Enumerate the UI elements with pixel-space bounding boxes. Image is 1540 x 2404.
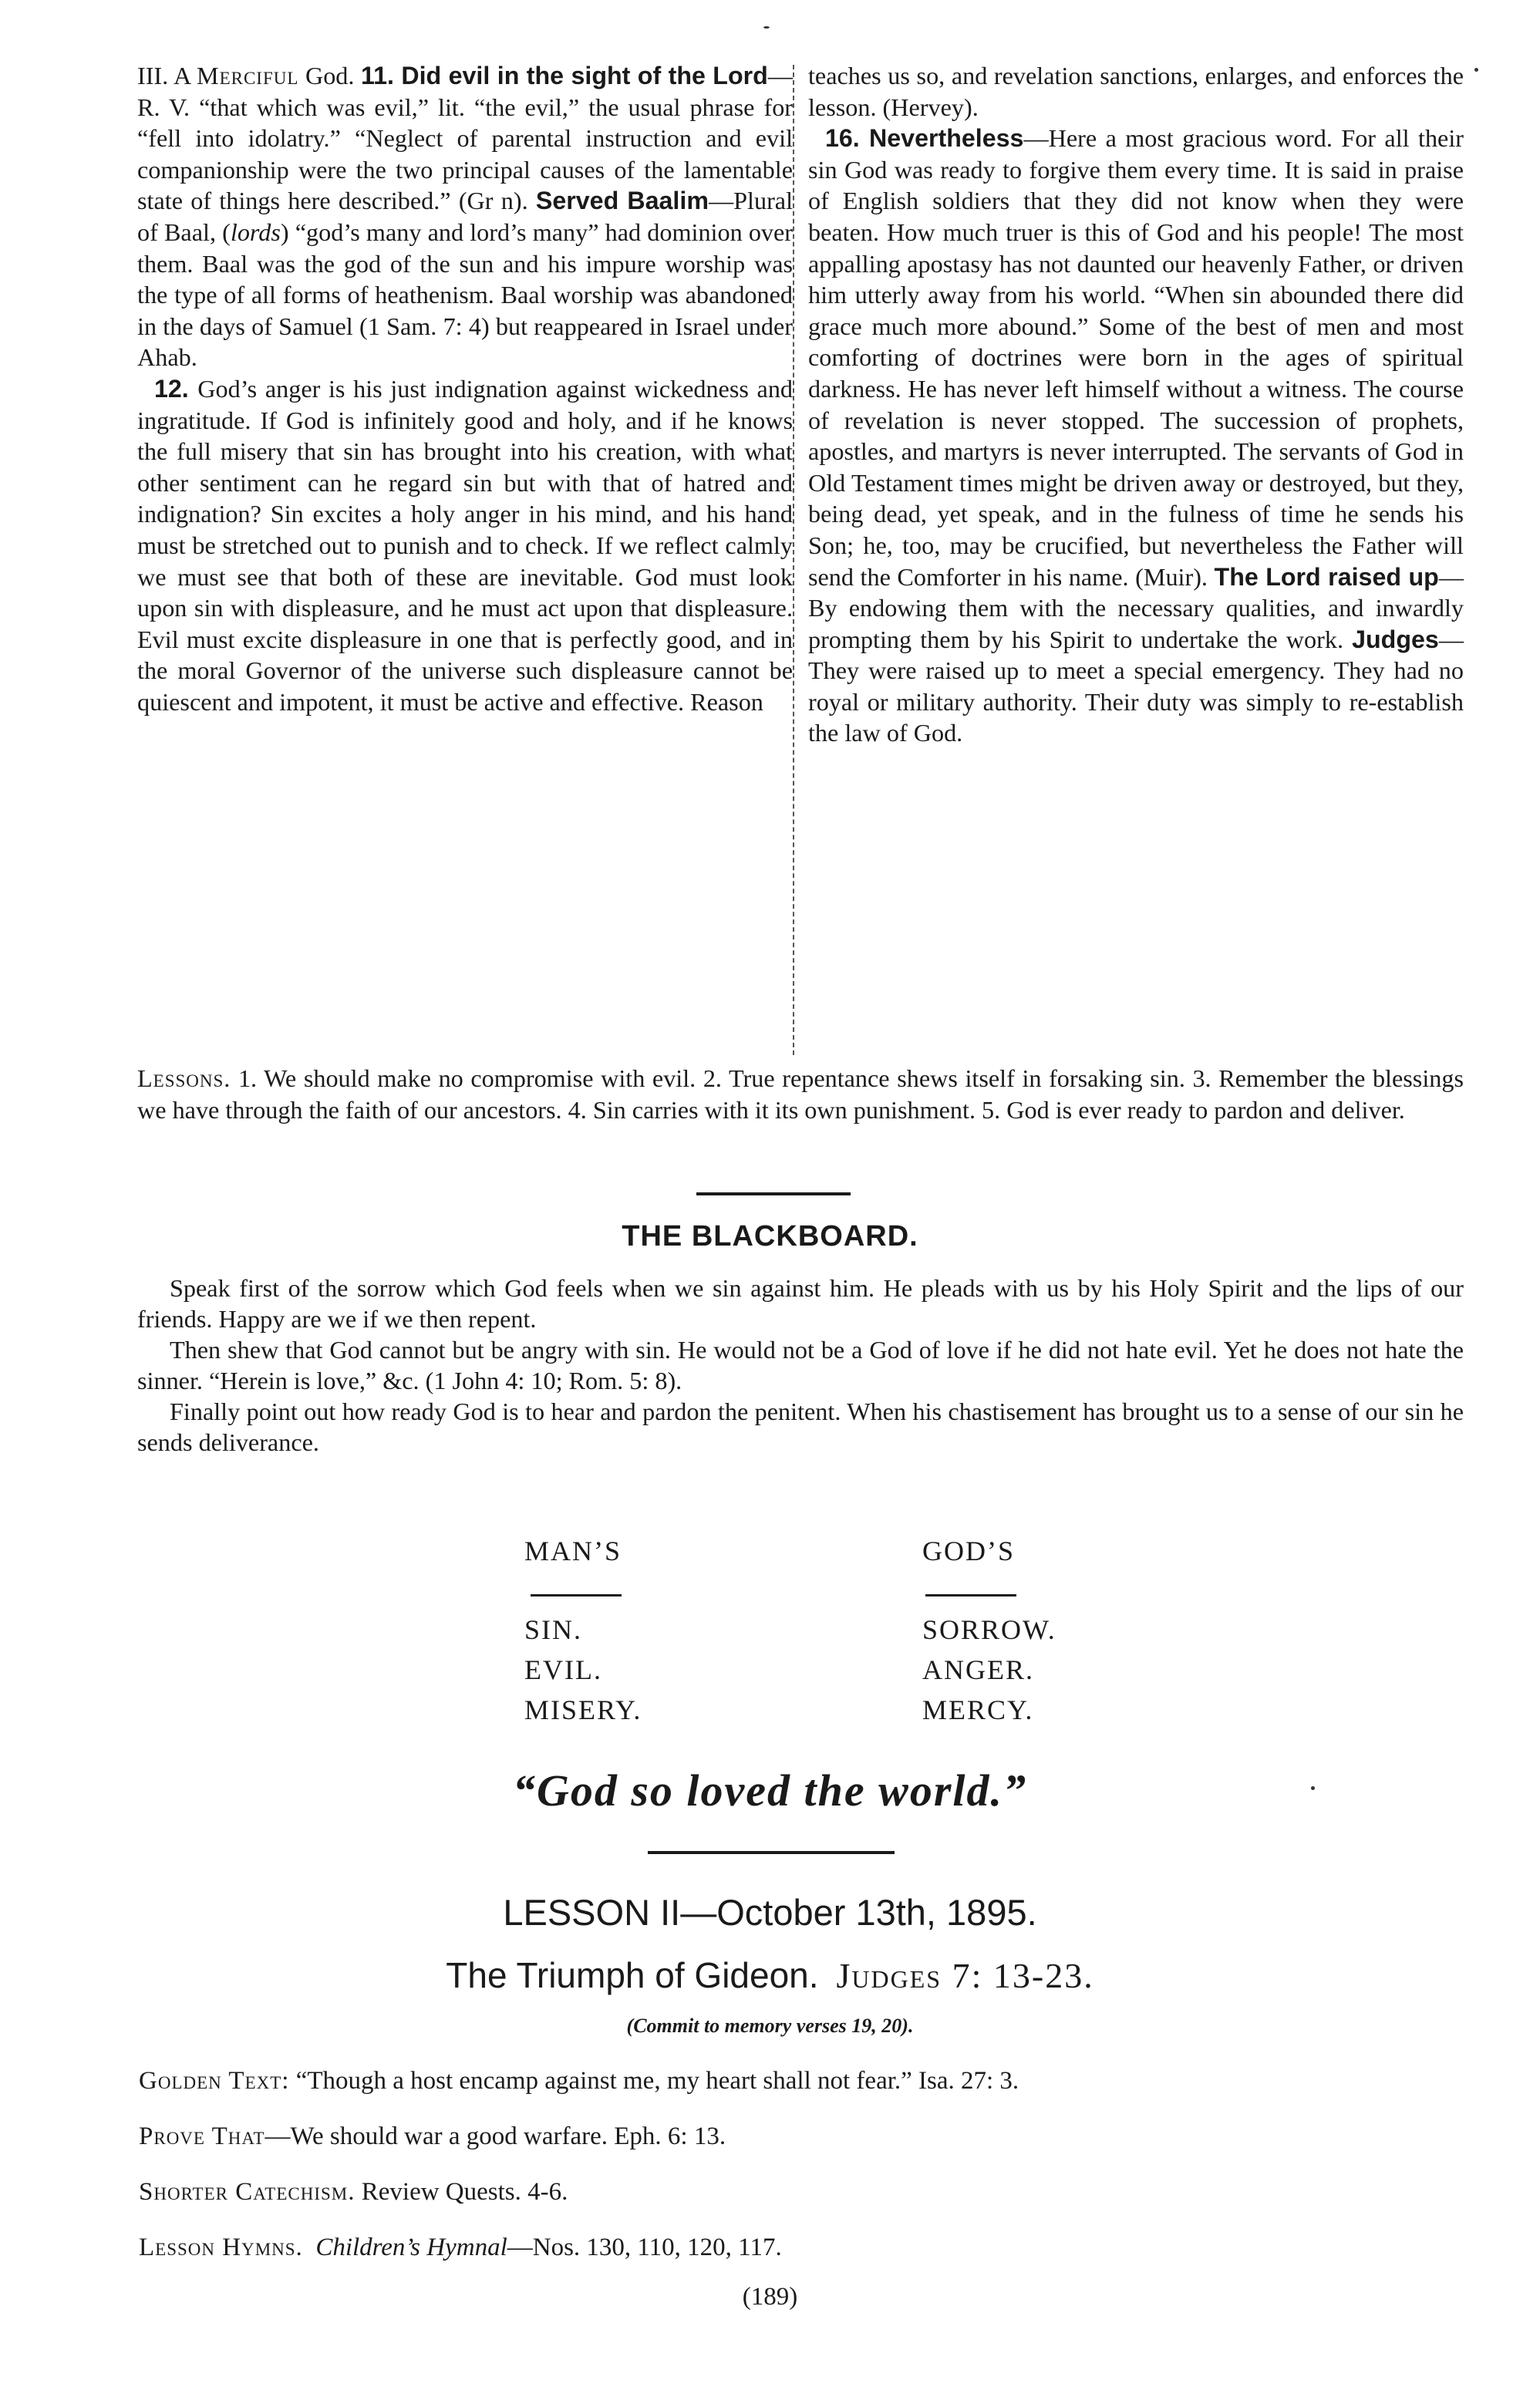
body-text: —By endowing them with the necessary qualities, and inwardly prompting them by his Spirit to undertake the work. xyxy=(807,562,1464,653)
scan-speck xyxy=(1474,68,1478,72)
lessons-text: 1. We should make no compromise with evil. 2. True repentance shews itself in forsaking sin. 3. Remember the blessings we have through the faith of our ancestors. 4. Sin carries with it its own punishment. 5. God is ever ready to pardon and deliver. xyxy=(137,1064,1464,1124)
blackboard-title: THE BLACKBOARD. xyxy=(622,1220,918,1253)
prove-that-line xyxy=(139,2122,726,2151)
chart-right-dash xyxy=(925,1594,1016,1596)
body-text: —They were raised up to meet a special emergency. They had no royal or military authority. Their duty was simply to re-establish the law of God. xyxy=(807,625,1464,747)
left-column xyxy=(137,60,793,1055)
lessons-paragraph xyxy=(137,1063,1464,1126)
blackboard-paragraph: Speak first of the sorrow which God feels when we sin against him. He pleads with us by his Holy Spirit and the lips of our friends. Happy are we if we then repent. xyxy=(137,1274,1464,1333)
commentary-paragraph xyxy=(808,123,1464,749)
lesson-title: LESSON II—October 13th, 1895. xyxy=(503,1892,1037,1933)
lesson-reference: Judges 7: 13-23. xyxy=(836,1956,1094,1995)
chart-left-dash xyxy=(531,1594,622,1596)
hymns-line xyxy=(139,2234,782,2262)
body-text: teaches us so, and revelation sanctions, enlarges, and enforces the lesson. (Hervey). xyxy=(807,62,1464,121)
chart-right-heading: GOD’S xyxy=(922,1536,1016,1566)
keyword: The Lord raised up xyxy=(1214,562,1439,591)
chart-left-heading: MAN’S xyxy=(524,1536,622,1566)
section-divider xyxy=(696,1192,851,1195)
keyword: 11. Did evil in the sight of the Lord xyxy=(360,62,768,89)
column-divider xyxy=(793,65,807,1055)
two-column-commentary xyxy=(137,60,1464,1055)
golden-text-label: Golden Text: xyxy=(139,2067,290,2095)
commentary-paragraph xyxy=(137,373,793,718)
chart-left-item: EVIL. xyxy=(524,1654,602,1685)
body-text: III. A xyxy=(137,62,197,89)
golden-text: “Though a host encamp against me, my heart shall not fear.” Isa. 27: 3. xyxy=(289,2067,1019,2095)
commentary-paragraph xyxy=(137,60,793,373)
body-text: God. xyxy=(298,62,361,89)
chart-left-item: MISERY. xyxy=(524,1694,642,1725)
keyword: 16. Nevertheless xyxy=(824,124,1024,153)
keyword: 12. xyxy=(154,374,198,403)
body-text: ) “god’s many and lord’s many” had dominion over them. Baal was the god of the sun and his impure worship was the type of all forms of heathenism. Baal worship was abandoned in the days of Samuel (1 Sam. 7: 4) but reappeared in Israel under Ahab. xyxy=(137,217,794,372)
chart-right-item: MERCY. xyxy=(922,1694,1034,1725)
blackboard-motto: “God so loved the world.” xyxy=(512,1765,1028,1816)
right-column xyxy=(807,60,1464,1055)
prove-that-text: —We should war a good warfare. Eph. 6: 13. xyxy=(265,2122,726,2150)
catechism-line xyxy=(139,2178,568,2207)
hymns-text: —Nos. 130, 110, 120, 117. xyxy=(507,2234,782,2261)
catechism-label: Shorter Catechism. xyxy=(139,2178,356,2206)
italic-text: lords xyxy=(230,217,281,246)
heading-smallcaps: Merciful xyxy=(196,62,299,89)
page-number: (189) xyxy=(742,2283,798,2311)
lesson-subject: The Triumph of Gideon. xyxy=(446,1955,819,1995)
keyword: Judges xyxy=(1352,625,1439,653)
chart-left-item: SIN. xyxy=(524,1614,583,1645)
blackboard-paragraph: Then shew that God cannot but be angry with sin. He would not be a God of love if he did not hate evil. Yet he does not hate the sinner. “Herein is love,” &c. (1 John 4: 10; Rom. 5: 8). xyxy=(137,1336,1464,1394)
lessons-label: Lessons. xyxy=(137,1064,231,1092)
scan-speck xyxy=(1311,1786,1315,1790)
blackboard-text xyxy=(137,1273,1464,1458)
memory-verses-note: (Commit to memory verses 19, 20). xyxy=(626,2015,914,2037)
golden-text-line xyxy=(139,2067,1019,2095)
body-text: —Plural of Baal, ( xyxy=(137,187,794,246)
body-text: —R. V. “that which was evil,” lit. “the evil,” the usual phrase for “fell into idolatry.” “Neglect of parental instruction and evil companionship were the two principal causes of the lamentable state of things here described.” (Gr n). xyxy=(137,62,794,215)
body-text: —Here a most gracious word. For all their sin God was ready to forgive them every time. It is said in praise of English soldiers that they did not know when they were beaten. How much truer is this of God and his people! The most appalling apostasy has not daunted our heavenly Father, or driven him utterly away from his world. “When sin abounded there did grace much more abound.” Some of the best of men and most comforting of doctrines were born in the ages of spiritual darkness. He has never left himself without a witness. The course of revelation is never stopped. The succession of prophets, apostles, and martyrs is never interrupted. The servants of God in Old Testament times might be driven away or destroyed, but they, being dead, yet speak, and in the fulness of time he sends his Son; he, too, may be crucified, but nevertheless the Father will send the Comforter in his name. (Muir). xyxy=(807,124,1464,591)
body-text: God’s anger is his just indignation against wickedness and ingratitude. If God is infinitely good and holy, and if he knows the full misery that sin has brought into his creation, with what other sentiment can he regard sin but with that of hatred and indignation? Sin excites a holy anger in his mind, and his hand must be stretched out to punish and to check. If we reflect calmly we must see that both of these are inevitable. God must look upon sin with displeasure, and he must act upon that displeasure. Evil must excite displeasure in one that is perfectly good, and in the moral Governor of the universe such displeasure cannot be quiescent and impotent, it must be active and effective. Reason xyxy=(137,374,794,716)
chart-right-item: ANGER. xyxy=(922,1654,1034,1685)
scan-speck xyxy=(763,26,770,29)
lesson-subtitle xyxy=(0,1954,1540,1996)
chart-right-item: SORROW. xyxy=(922,1614,1056,1645)
hymns-label: Lesson Hymns. xyxy=(139,2234,303,2261)
prove-that-label: Prove That xyxy=(139,2122,265,2150)
commentary-paragraph xyxy=(808,60,1464,123)
section-divider xyxy=(648,1851,895,1854)
hymns-book: Children’s Hymnal xyxy=(315,2234,507,2261)
catechism-text: Review Quests. 4-6. xyxy=(355,2178,568,2206)
keyword: Served Baalim xyxy=(535,187,709,215)
blackboard-paragraph: Finally point out how ready God is to hear and pardon the penitent. When his chastisement has brought us to a sense of our sin he sends deliverance. xyxy=(137,1398,1464,1456)
